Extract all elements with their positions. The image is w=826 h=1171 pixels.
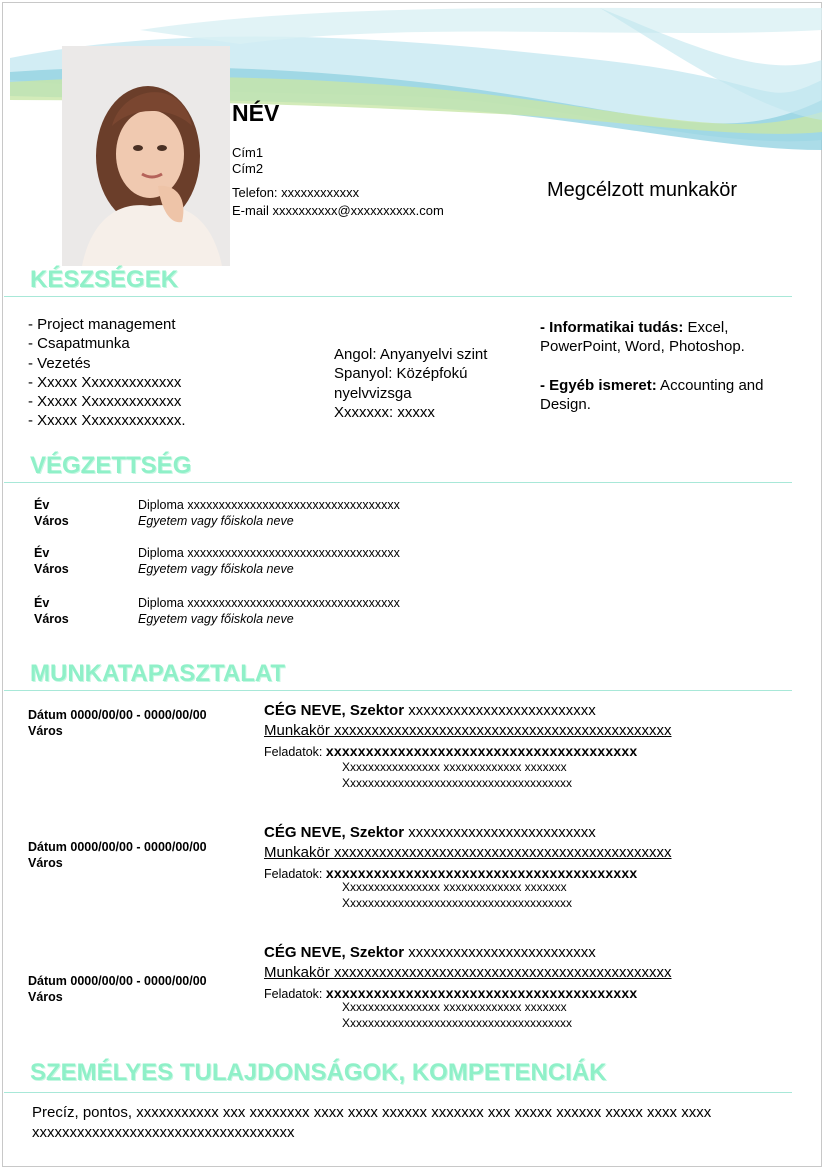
education-city: Város — [34, 562, 69, 576]
job-city: Város — [28, 856, 63, 870]
job-detail-line: Xxxxxxxxxxxxxxxxxxxxxxxxxxxxxxxxxxxxxx — [342, 1016, 573, 1030]
address-line-2: Cím2 — [232, 161, 264, 176]
section-rule — [4, 296, 792, 297]
job-role: Munkakör xxxxxxxxxxxxxxxxxxxxxxxxxxxxxxxxxxxxxxxxxxxxx — [264, 844, 672, 861]
section-title-experience: MUNKATAPASZTALAT — [30, 660, 286, 687]
personal-traits-text: Precíz, pontos, xxxxxxxxxxx xxx xxxxxxxx xxxx xxxx xxxxxx xxxxxxx xxx xxxxx xxxxxx xxxxx xxxx xxxx xxxxxxxxxxxxxxxxxxxxxxxxxxxxxxxxxxx — [32, 1104, 712, 1141]
section-rule — [4, 690, 792, 691]
education-diploma: Diploma xxxxxxxxxxxxxxxxxxxxxxxxxxxxxxxxxx — [138, 596, 400, 610]
job-role: Munkakör xxxxxxxxxxxxxxxxxxxxxxxxxxxxxxxxxxxxxxxxxxxxx — [264, 722, 672, 739]
job-detail-line: Xxxxxxxxxxxxxxxx xxxxxxxxxxxxx xxxxxxx — [342, 880, 567, 894]
job-detail-line: Xxxxxxxxxxxxxxxx xxxxxxxxxxxxx xxxxxxx — [342, 1000, 567, 1014]
phone-line: Telefon: xxxxxxxxxxxx — [232, 185, 360, 200]
candidate-name: NÉV — [232, 100, 280, 126]
job-company: CÉG NEVE, Szektor — [264, 702, 405, 719]
job-date: Dátum 0000/00/00 - 0000/00/00 — [28, 840, 207, 854]
job-company-detail: xxxxxxxxxxxxxxxxxxxxxxxxx — [404, 944, 596, 961]
job-tasks-label: Feladatok: — [264, 987, 326, 1001]
language-item: Angol: Anyanyelvi szint — [334, 346, 488, 363]
job-city: Város — [28, 990, 63, 1004]
language-item: Xxxxxxx: xxxxx — [334, 403, 435, 421]
job-date: Dátum 0000/00/00 - 0000/00/00 — [28, 708, 207, 722]
education-year: Év — [34, 546, 50, 560]
profile-photo — [62, 46, 230, 266]
it-skills-block — [540, 318, 800, 414]
skill-item: - Xxxxx Xxxxxxxxxxxxx — [28, 373, 182, 391]
education-school: Egyetem vagy főiskola neve — [138, 612, 294, 626]
job-tasks-label: Feladatok: — [264, 745, 326, 759]
job-company-detail: xxxxxxxxxxxxxxxxxxxxxxxxx — [404, 702, 596, 719]
other-skills-label: - Egyéb ismeret: — [540, 376, 657, 394]
email-line: E-mail xxxxxxxxxx@xxxxxxxxxx.com — [232, 203, 444, 218]
section-rule — [4, 482, 792, 483]
education-year: Év — [34, 498, 50, 512]
job-detail-line: Xxxxxxxxxxxxxxxxxxxxxxxxxxxxxxxxxxxxxx — [342, 896, 573, 910]
job-role: Munkakör xxxxxxxxxxxxxxxxxxxxxxxxxxxxxxxxxxxxxxxxxxxxx — [264, 964, 672, 981]
job-tasks-label: Feladatok: — [264, 867, 326, 881]
skill-item: - Vezetés — [28, 354, 91, 372]
languages-list — [334, 345, 524, 422]
it-skills-label: - Informatikai tudás: — [540, 319, 684, 336]
job-city: Város — [28, 724, 63, 738]
education-year: Év — [34, 596, 50, 610]
job-company: CÉG NEVE, Szektor — [264, 944, 405, 961]
skill-item: - Project management — [28, 316, 176, 333]
education-diploma: Diploma xxxxxxxxxxxxxxxxxxxxxxxxxxxxxxxxxx — [138, 498, 400, 512]
job-company-detail: xxxxxxxxxxxxxxxxxxxxxxxxx — [404, 824, 596, 841]
language-item: Spanyol: Középfokú nyelvvizsga — [334, 365, 468, 402]
job-detail-line: Xxxxxxxxxxxxxxxxxxxxxxxxxxxxxxxxxxxxxx — [342, 776, 573, 790]
skill-item: - Xxxxx Xxxxxxxxxxxxx — [28, 393, 182, 411]
other-skills-value: Accounting and Design. — [540, 376, 764, 413]
job-date: Dátum 0000/00/00 - 0000/00/00 — [28, 974, 207, 988]
section-title-education: VÉGZETTSÉG — [30, 452, 192, 479]
job-tasks-value: xxxxxxxxxxxxxxxxxxxxxxxxxxxxxxxxxxxxxxx — [325, 985, 638, 1001]
target-job-title: Megcélzott munkakör — [547, 179, 738, 201]
job-company: CÉG NEVE, Szektor — [264, 824, 405, 841]
education-school: Egyetem vagy főiskola neve — [138, 562, 294, 576]
education-city: Város — [34, 514, 69, 528]
section-title-personal: SZEMÉLYES TULAJDONSÁGOK, KOMPETENCIÁK — [30, 1059, 607, 1086]
job-tasks-value: xxxxxxxxxxxxxxxxxxxxxxxxxxxxxxxxxxxxxxx — [325, 865, 638, 881]
it-skills-value: Excel, PowerPoint, Word, Photoshop. — [540, 319, 745, 356]
section-rule — [4, 1092, 792, 1093]
job-detail-line: Xxxxxxxxxxxxxxxx xxxxxxxxxxxxx xxxxxxx — [342, 760, 567, 774]
skill-item: - Xxxxx Xxxxxxxxxxxxx. — [28, 412, 186, 430]
skills-list — [28, 315, 186, 431]
education-city: Város — [34, 612, 69, 626]
job-tasks-value: xxxxxxxxxxxxxxxxxxxxxxxxxxxxxxxxxxxxxxx — [325, 743, 638, 759]
education-diploma: Diploma xxxxxxxxxxxxxxxxxxxxxxxxxxxxxxxxxx — [138, 546, 400, 560]
section-title-skills: KÉSZSÉGEK — [30, 266, 179, 293]
address-line-1: Cím1 — [232, 145, 264, 160]
skill-item: - Csapatmunka — [28, 335, 130, 353]
education-school: Egyetem vagy főiskola neve — [138, 514, 294, 528]
